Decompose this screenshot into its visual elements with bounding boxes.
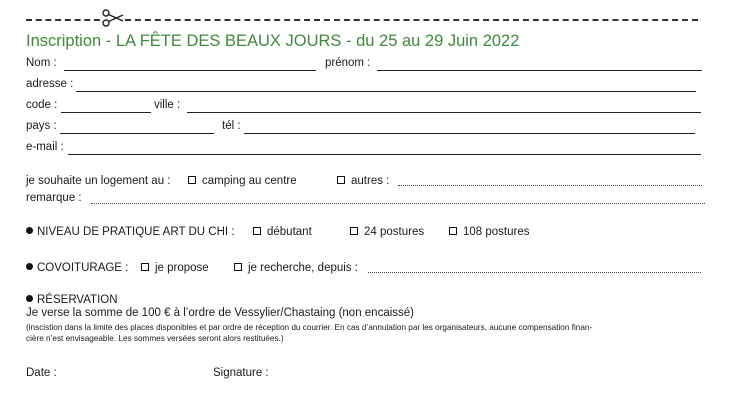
remarque-field[interactable] bbox=[91, 203, 705, 204]
reservation-note-2: cière n’est envisageable. Les sommes versées seront alors restituées.) bbox=[26, 334, 284, 343]
bullet-icon bbox=[26, 227, 33, 234]
bullet-icon bbox=[26, 295, 33, 302]
autres-option[interactable] bbox=[337, 175, 389, 187]
camping-option[interactable] bbox=[188, 175, 297, 187]
reservation-note-1: (inscistion dans la limite des places disponibles et par ordre de réception du courrier. En cas d’annulation par les organisateurs, aucune compensation finan- bbox=[26, 323, 593, 332]
camping-checkbox[interactable] bbox=[188, 176, 196, 184]
adresse-field[interactable] bbox=[76, 91, 696, 92]
reservation-heading: RÉSERVATION bbox=[26, 294, 118, 306]
niveau-option-108[interactable]: 108 postures bbox=[449, 226, 530, 238]
scissors-icon bbox=[102, 8, 124, 28]
niveau-option-24[interactable]: 24 postures bbox=[350, 226, 424, 238]
24-postures-checkbox[interactable] bbox=[350, 227, 358, 235]
pays-label: pays : bbox=[26, 120, 57, 132]
signature-label: Signature : bbox=[213, 367, 269, 379]
recherche-checkbox[interactable] bbox=[234, 263, 242, 271]
covoiturage-label: COVOITURAGE : bbox=[26, 262, 128, 274]
date-label: Date : bbox=[26, 367, 57, 379]
autres-checkbox[interactable] bbox=[337, 176, 345, 184]
108-postures-checkbox[interactable] bbox=[449, 227, 457, 235]
prenom-label: prénom : bbox=[325, 57, 371, 69]
code-field[interactable] bbox=[61, 112, 151, 113]
covoiturage-propose-option[interactable]: je propose bbox=[141, 262, 209, 274]
cut-line bbox=[26, 8, 698, 28]
email-field[interactable] bbox=[68, 154, 701, 155]
prenom-field[interactable] bbox=[377, 70, 702, 71]
camping-label: camping au centre bbox=[202, 175, 297, 187]
code-label: code : bbox=[26, 99, 58, 111]
tel-label: tél : bbox=[222, 120, 241, 132]
form-title: Inscription - LA FÊTE DES BEAUX JOURS - du 25 au 29 Juin 2022 bbox=[26, 32, 520, 50]
niveau-option-debutant[interactable]: débutant bbox=[253, 226, 312, 238]
tel-field[interactable] bbox=[244, 133, 695, 134]
ville-label: ville : bbox=[154, 99, 181, 111]
remarque-label: remarque : bbox=[26, 192, 82, 204]
niveau-label: NIVEAU DE PRATIQUE ART DU CHI : bbox=[26, 226, 234, 238]
nom-label: Nom : bbox=[26, 57, 57, 69]
bullet-icon bbox=[26, 263, 33, 270]
propose-checkbox[interactable] bbox=[141, 263, 149, 271]
autres-field[interactable] bbox=[398, 185, 702, 186]
ville-field[interactable] bbox=[187, 112, 701, 113]
debutant-checkbox[interactable] bbox=[253, 227, 261, 235]
reservation-line: Je verse la somme de 100 € à l’ordre de Vessylier/Chastaing (non encaissé) bbox=[26, 307, 415, 319]
autres-label: autres : bbox=[351, 175, 390, 187]
email-label: e-mail : bbox=[26, 141, 64, 153]
covoiturage-recherche-option[interactable]: je recherche, depuis : bbox=[234, 262, 358, 274]
logement-label: je souhaite un logement au : bbox=[26, 175, 171, 187]
pays-field[interactable] bbox=[60, 133, 214, 134]
adresse-label: adresse : bbox=[26, 78, 74, 90]
depuis-field[interactable] bbox=[368, 272, 701, 273]
nom-field[interactable] bbox=[64, 70, 316, 71]
